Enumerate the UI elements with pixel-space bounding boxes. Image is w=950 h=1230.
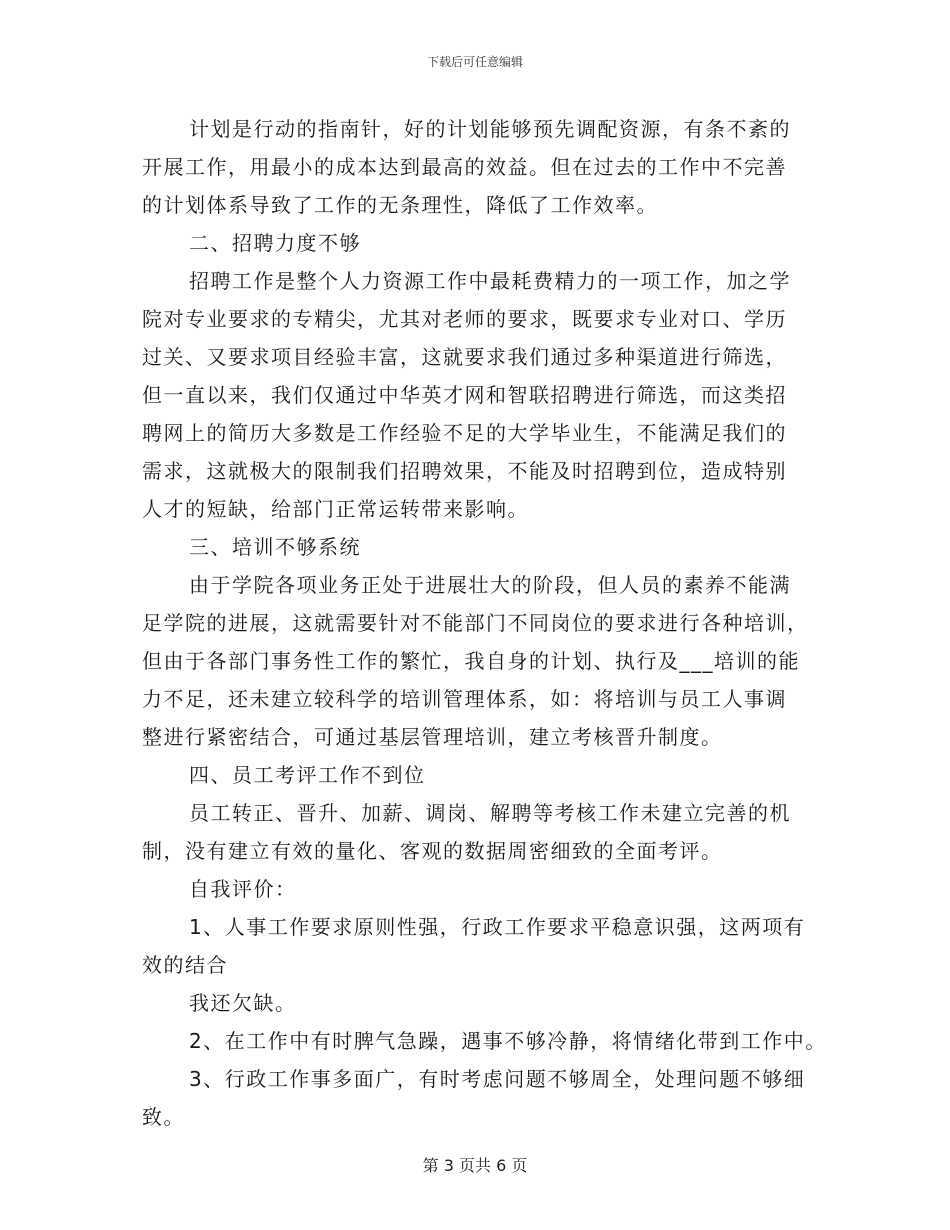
text-line: 自我评价： [189,877,297,901]
text-line: 的计划体系导致了工作的无条理性，降低了工作效率。 [142,193,658,217]
page-footer: 第 3 页共 6 页 [422,1156,528,1175]
text-line: 整进行紧密结合，可通过基层管理培训，建立考核晋升制度。 [142,725,723,749]
text-line: 员工转正、晋升、加薪、调岗、解聘等考核工作未建立完善的机 [189,801,791,825]
text-line: 计划是行动的指南针，好的计划能够预先调配资源，有条不紊的 [189,117,791,141]
text-line: 聘网上的简历大多数是工作经验不足的大学毕业生，不能满足我们的 [142,421,787,445]
text-line: 3、行政工作事多面广，有时考虑问题不够周全，处理问题不够细 [189,1067,806,1091]
text-line: 效的结合 [142,953,228,977]
text-line: 过关、又要求项目经验丰富，这就要求我们通过多种渠道进行筛选， [142,345,787,369]
text-line: 但一直以来，我们仅通过中华英才网和智联招聘进行筛选，而这类招 [142,383,787,407]
text-line: 致。 [142,1105,185,1129]
text-line: 开展工作，用最小的成本达到最高的效益。但在过去的工作中不完善 [142,155,787,179]
text-line: 但由于各部门事务性工作的繁忙，我自身的计划、执行及___培训的能 [142,649,800,673]
text-line: 需求，这就极大的限制我们招聘效果，不能及时招聘到位，造成特别 [142,459,787,483]
text-line: 力不足，还未建立较科学的培训管理体系，如：将培训与员工人事调 [142,687,787,711]
text-line: 三、培训不够系统 [189,535,361,559]
page-header: 下载后可任意编辑 [426,55,523,69]
text-line: 我还欠缺。 [189,991,297,1015]
text-line: 足学院的进展，这就需要针对不能部门不同岗位的要求进行各种培训， [142,611,809,635]
text-line: 2、在工作中有时脾气急躁，遇事不够冷静，将情绪化带到工作中。 [189,1029,827,1053]
document-body [142,110,827,1136]
text-line: 1、人事工作要求原则性强，行政工作要求平稳意识强，这两项有 [189,915,806,939]
text-line: 二、招聘力度不够 [189,231,361,255]
text-line: 招聘工作是整个人力资源工作中最耗费精力的一项工作，加之学 [189,269,791,293]
text-line: 院对专业要求的专精尖，尤其对老师的要求，既要求专业对口、学历 [142,307,787,331]
text-line: 由于学院各项业务正处于进展壮大的阶段，但人员的素养不能满 [189,573,791,597]
text-line: 四、员工考评工作不到位 [189,763,426,787]
text-line: 人才的短缺，给部门正常运转带来影响。 [142,497,529,521]
text-line: 制，没有建立有效的量化、客观的数据周密细致的全面考评。 [142,839,723,863]
